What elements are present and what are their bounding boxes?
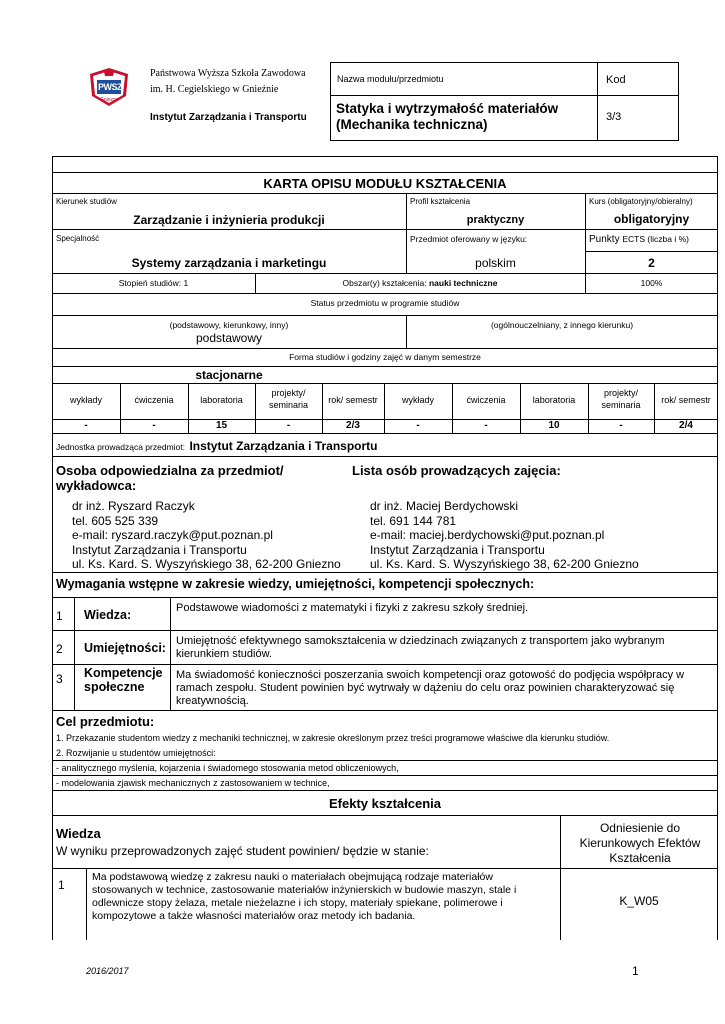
lecturer-list bbox=[370, 499, 639, 572]
status-left-value: podstawowy bbox=[195, 331, 263, 345]
hours-header: laboratoria bbox=[532, 395, 576, 405]
lecturer-line: dr inż. Maciej Berdychowski bbox=[370, 499, 519, 513]
status-title: Status przedmiotu w programie studiów bbox=[310, 298, 460, 308]
spec-label: Specjalność bbox=[56, 234, 100, 243]
module-name-label: Nazwa modułu/przedmiotu bbox=[337, 74, 444, 84]
lecturer-line: Instytut Zarządzania i Transportu bbox=[370, 542, 545, 557]
form-value: stacjonarne bbox=[195, 368, 263, 382]
goal-title: Cel przedmiotu: bbox=[56, 714, 155, 729]
unit-row bbox=[56, 437, 377, 455]
module-name-cell bbox=[330, 95, 598, 141]
logo-text: PWSZ bbox=[98, 82, 122, 92]
effect-ref: K_W05 bbox=[619, 894, 659, 908]
status-right-hint: (ogólnouczelniany, z innego kierunku) bbox=[490, 320, 634, 330]
hours-value: 2/4 bbox=[679, 420, 693, 431]
req-num: 3 bbox=[56, 672, 63, 686]
spec-value: Systemy zarządzania i marketingu bbox=[131, 256, 327, 270]
area-value: nauki techniczne bbox=[428, 278, 498, 288]
profile-value: praktyczny bbox=[466, 214, 525, 226]
course-label: Kurs (obligatoryjny/obieralny) bbox=[589, 197, 693, 206]
hours-header: ćwiczenia bbox=[134, 395, 174, 405]
hours-header: rok/ semestr bbox=[328, 395, 378, 405]
req-num: 1 bbox=[56, 609, 63, 623]
ects-label-sub: ECTS (liczba i %) bbox=[622, 234, 689, 244]
hours-header: ćwiczenia bbox=[466, 395, 506, 405]
req-separator bbox=[52, 630, 718, 631]
req-divider bbox=[170, 597, 171, 710]
lecturer-line: e-mail: maciej.berdychowski@put.poznan.pl bbox=[370, 528, 605, 542]
hours-value: 15 bbox=[215, 420, 228, 431]
requirements-title: Wymagania wstępne w zakresie wiedzy, umiejętności, kompetencji społecznych: bbox=[56, 577, 535, 591]
hours-value: - bbox=[619, 420, 623, 431]
area-text bbox=[255, 278, 585, 288]
field-value: Zarządzanie i inżynieria produkcji bbox=[133, 213, 325, 227]
code-label: Kod bbox=[606, 74, 626, 86]
lang-value: polskim bbox=[475, 256, 516, 270]
area-label: Obszar(y) kształcenia: bbox=[342, 278, 427, 288]
code-label-cell bbox=[597, 62, 679, 96]
lecturers-title: Lista osób prowadzących zajęcia: bbox=[352, 463, 561, 478]
req-text: Ma świadomość konieczności poszerzania swoich kompetencji oraz gotowość do podjęcia współpracy w ramach zespołu. Student powinien być wytrwały w dążeniu do celu oraz powinien charakteryzować się kreatywnością. bbox=[176, 669, 685, 707]
module-name: Statyka i wytrzymałość materiałów (Mechanika techniczna) bbox=[336, 101, 559, 132]
responsible-line: ul. Ks. Kard. S. Wyszyńskiego 38, 62-200 Gniezno bbox=[72, 557, 341, 571]
responsible-title: Osoba odpowiedzialna za przedmiot/ wykładowca: bbox=[56, 463, 284, 493]
goal-lines bbox=[56, 731, 716, 791]
hours-value: 10 bbox=[548, 420, 560, 431]
institute-name: Instytut Zarządzania i Transportu bbox=[150, 112, 307, 123]
req-text: Umiejętność efektywnego samokształcenia w dziedzinach związanych z transportem jako wybranym kierunkiem studiów. bbox=[176, 635, 665, 660]
req-name: Umiejętności: bbox=[84, 641, 166, 655]
req-name: Kompetencje społeczne bbox=[84, 666, 163, 694]
hours-header: rok/ semestr bbox=[661, 395, 711, 405]
school-name-line2: im. H. Cegielskiego w Gnieźnie bbox=[150, 84, 279, 95]
ects-label-main: Punkty bbox=[589, 234, 620, 245]
hours-header: wykłady bbox=[401, 395, 434, 405]
goal-line: - modelowania zjawisk mechanicznych z zastosowaniem w technice, bbox=[56, 778, 330, 788]
responsible-line: Instytut Zarządzania i Transportu bbox=[72, 542, 247, 557]
code-value: 3/3 bbox=[606, 111, 622, 123]
goal-line: - analitycznego myślenia, kojarzenia i świadomego stosowania metod obliczeniowych, bbox=[56, 763, 399, 773]
hours-header: wykłady bbox=[69, 395, 102, 405]
lecturer-line: tel. 691 144 781 bbox=[370, 513, 457, 528]
hours-header: projekty/ seminaria bbox=[268, 388, 308, 410]
ects-label bbox=[589, 234, 689, 245]
hours-value: - bbox=[484, 420, 488, 431]
hours-value: - bbox=[84, 420, 88, 431]
code-value-cell bbox=[597, 95, 679, 141]
unit-value: Instytut Zarządzania i Transportu bbox=[189, 439, 378, 453]
goal-line: 1. Przekazanie studentom wiedzy z mechaniki technicznej, w zakresie określonym przez treści programowe właściwe dla kierunku studiów. bbox=[56, 733, 610, 743]
lecturer-line: ul. Ks. Kard. S. Wyszyńskiego 38, 62-200 Gniezno bbox=[370, 557, 639, 571]
hours-value: - bbox=[286, 420, 291, 431]
course-value: obligatoryjny bbox=[613, 212, 690, 226]
status-left-hint: (podstawowy, kierunkowy, inny) bbox=[169, 320, 289, 330]
hours-header: projekty/ seminaria bbox=[601, 388, 641, 410]
logo-subtext: Gniezno bbox=[100, 97, 119, 103]
footer-page: 1 bbox=[632, 964, 639, 978]
level-label: Stopień studiów: 1 bbox=[118, 278, 189, 288]
school-name-line1: Państwowa Wyższa Szkoła Zawodowa bbox=[150, 68, 306, 79]
knowledge-subtitle: W wyniku przeprowadzonych zajęć student powinien/ będzie w stanie: bbox=[56, 844, 429, 858]
hours-value: - bbox=[416, 420, 420, 431]
effect-num: 1 bbox=[58, 878, 65, 892]
module-name-label-cell bbox=[330, 62, 598, 96]
req-text: Podstawowe wiadomości z matematyki i fizyki z zakresu szkoły średniej. bbox=[176, 602, 529, 614]
hours-value: 2/3 bbox=[346, 420, 360, 431]
req-divider bbox=[74, 597, 75, 710]
lang-label: Przedmiot oferowany w języku: bbox=[410, 234, 528, 244]
footer-year: 2016/2017 bbox=[86, 966, 129, 976]
responsible-line: tel. 605 525 339 bbox=[72, 513, 159, 528]
ects-value: 2 bbox=[648, 256, 655, 270]
card-title: KARTA OPISU MODUŁU KSZTAŁCENIA bbox=[263, 176, 507, 191]
req-separator bbox=[52, 664, 718, 665]
hours-value: - bbox=[152, 420, 156, 431]
percent-value: 100% bbox=[640, 278, 663, 288]
knowledge-title: Wiedza bbox=[56, 826, 101, 841]
logo bbox=[86, 66, 132, 108]
responsible-line: e-mail: ryszard.raczyk@put.poznan.pl bbox=[72, 528, 273, 542]
goal-line: 2. Rozwijanie u studentów umiejętności: bbox=[56, 748, 216, 758]
form-title: Forma studiów i godziny zajęć w danym semestrze bbox=[289, 352, 481, 362]
unit-label: Jednostka prowadząca przedmiot: bbox=[56, 442, 185, 452]
hours-header: laboratoria bbox=[200, 395, 243, 405]
effects-title: Efekty kształcenia bbox=[328, 796, 441, 811]
goal-separator bbox=[52, 775, 718, 776]
field-label: Kierunek studiów bbox=[56, 197, 117, 206]
reference-header: Odniesienie do Kierunkowych Efektów Kształcenia bbox=[579, 821, 701, 865]
profile-label: Profil kształcenia bbox=[410, 197, 471, 206]
responsible-line: dr inż. Ryszard Raczyk bbox=[72, 499, 195, 513]
req-name: Wiedza: bbox=[84, 608, 132, 622]
goal-separator bbox=[52, 760, 718, 761]
responsible-list bbox=[72, 499, 341, 572]
effect-text: Ma podstawową wiedzę z zakresu nauki o materiałach obejmującą rodzaje materiałów stosowanych w technice, zastosowanie materiałów inżynierskich w budowie maszyn, stale i odlewnicze stopy żelaza, metale nieżelazne i ich stopy, materiały spiekane, polimerowe i kompozytowe a także własności materiałów oraz metody ich badania. bbox=[92, 871, 517, 922]
req-num: 2 bbox=[56, 642, 63, 656]
